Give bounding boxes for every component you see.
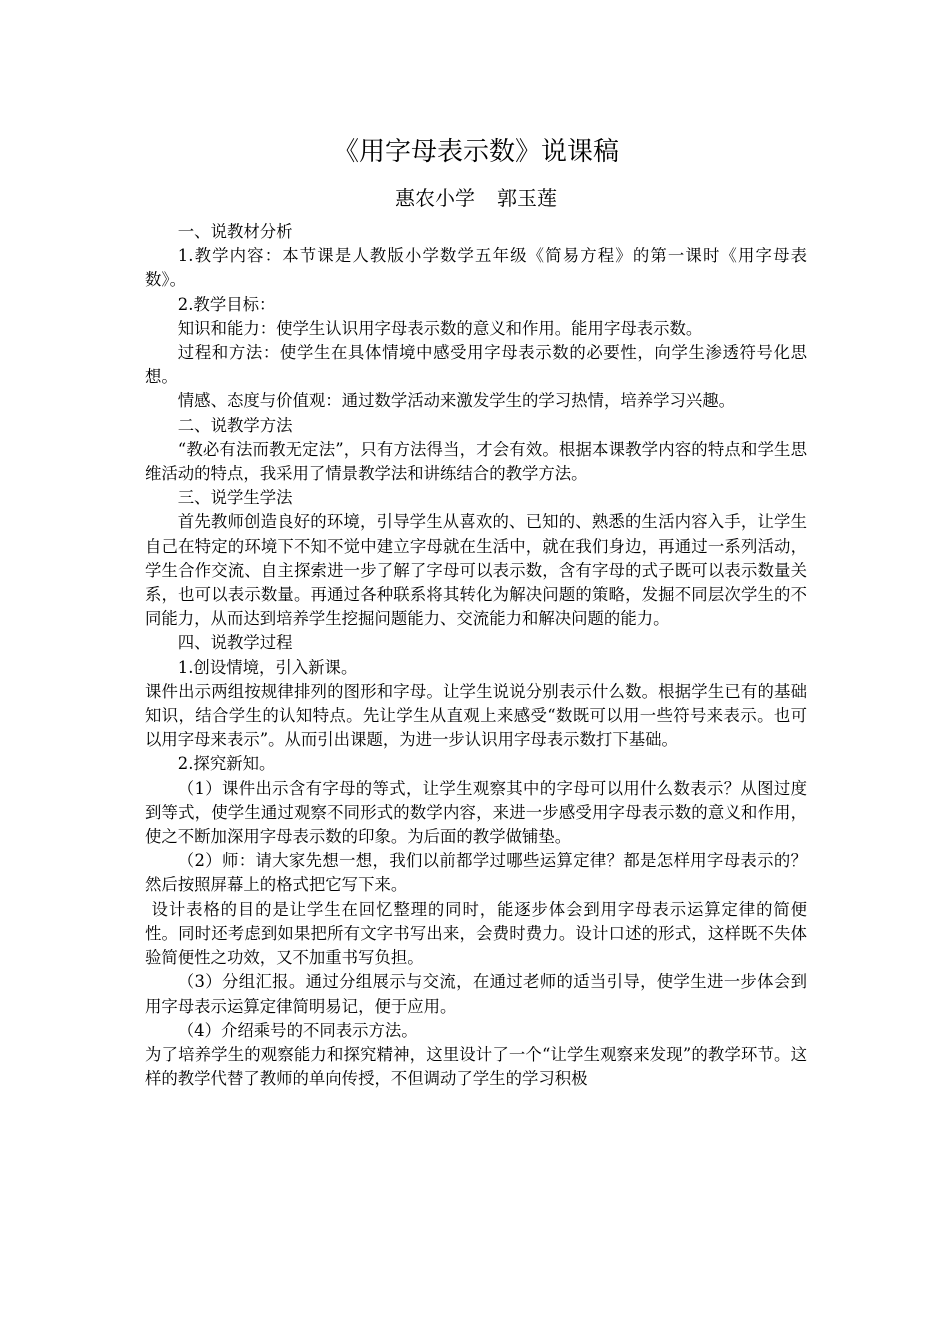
paragraph: 知识和能力：使学生认识用字母表示数的意义和作用。能用字母表示数。: [177, 318, 703, 338]
paragraph: 三、说学生学法: [177, 488, 293, 508]
paragraph: （1）课件出示含有字母的等式，让学生观察其中的字母可以用什么数表示？从图过度到等式，使学生通过观察不同形式的数学内容，来进一步感受用字母表示数的意义和作用，使之不断加深用字母表示数的印象。为后面的教学做铺垫。: [145, 778, 807, 847]
paragraph: 2.探究新知。: [177, 754, 276, 774]
paragraph: 一、说教材分析: [177, 222, 293, 241]
paragraph: （3）分组汇报。通过分组展示与交流，在通过老师的适当引导，使学生进一步体会到用字母表示运算定律简明易记，便于应用。: [145, 972, 807, 1016]
document-title: 《用字母表示数》说课稿: [332, 137, 619, 167]
paragraph: 四、说教学过程: [177, 633, 293, 653]
paragraph: 课件出示两组按规律排列的图形和字母。让学生说说分别表示什么数。根据学生已有的基础知识，结合学生的认知特点。先让学生从直观上来感受“数既可以用一些符号来表示。也可以用字母来表示”。从而引出课题，为进一步认识用字母表示数打下基础。: [145, 681, 807, 750]
paragraph: 2.教学目标：: [177, 294, 276, 314]
paragraph: （2）师：请大家先想一想，我们以前都学过哪些运算定律？都是怎样用字母表示的？然后按照屏幕上的格式把它写下来。: [145, 851, 807, 895]
document-page: [145, 130, 807, 1091]
paragraph: 二、说教学方法: [177, 415, 293, 435]
paragraph: 情感、态度与价值观：通过数学活动来激发学生的学习热情，培养学习兴趣。: [177, 391, 736, 411]
paragraph: 为了培养学生的观察能力和探究精神，这里设计了一个“让学生观察来发现”的教学环节。这样的教学代替了教师的单向传授，不但调动了学生的学习积极: [145, 1044, 807, 1089]
paragraph: 设计表格的目的是让学生在回忆整理的同时，能逐步体会到用字母表示运算定律的简便性。同时还考虑到如果把所有文字书写出来，会费时费力。设计口述的形式，这样既不失体验简便性之功效，又不加重书写负担。: [145, 899, 807, 968]
author-name: 郭玉莲: [497, 186, 557, 210]
paragraph: （4）介绍乘号的不同表示方法。: [177, 1020, 418, 1040]
document-body: [145, 220, 807, 1091]
paragraph: 首先教师创造良好的环境，引导学生从喜欢的、已知的、熟悉的生活内容入手，让学生自己在特定的环境下不知不觉中建立字母就在生活中，就在我们身边，再通过一系列活动，学生合作交流、自主探索进一步了解了字母可以表示数，含有字母的式子既可以表示数量关系，也可以表示数量。再通过各种联系将其转化为解决问题的策略，发掘不同层次学生的不同能力，从而达到培养学生挖掘问题能力、交流能力和解决问题的能力。: [145, 512, 807, 629]
paragraph: 1.创设情境，引入新课。: [177, 657, 358, 677]
paragraph: 1.教学内容：本节课是人教版小学数学五年级《简易方程》的第一课时《用字母表数》。: [145, 246, 807, 290]
document-byline: [145, 180, 807, 216]
paragraph: “教必有法而教无定法”，只有方法得当，才会有效。根据本课教学内容的特点和学生思维活动的特点，我采用了情景教学法和讲练结合的教学方法。: [145, 439, 807, 484]
paragraph: 过程和方法：使学生在具体情境中感受用字母表示数的必要性，向学生渗透符号化思想。: [145, 343, 807, 387]
school-name: 惠农小学: [395, 186, 475, 210]
